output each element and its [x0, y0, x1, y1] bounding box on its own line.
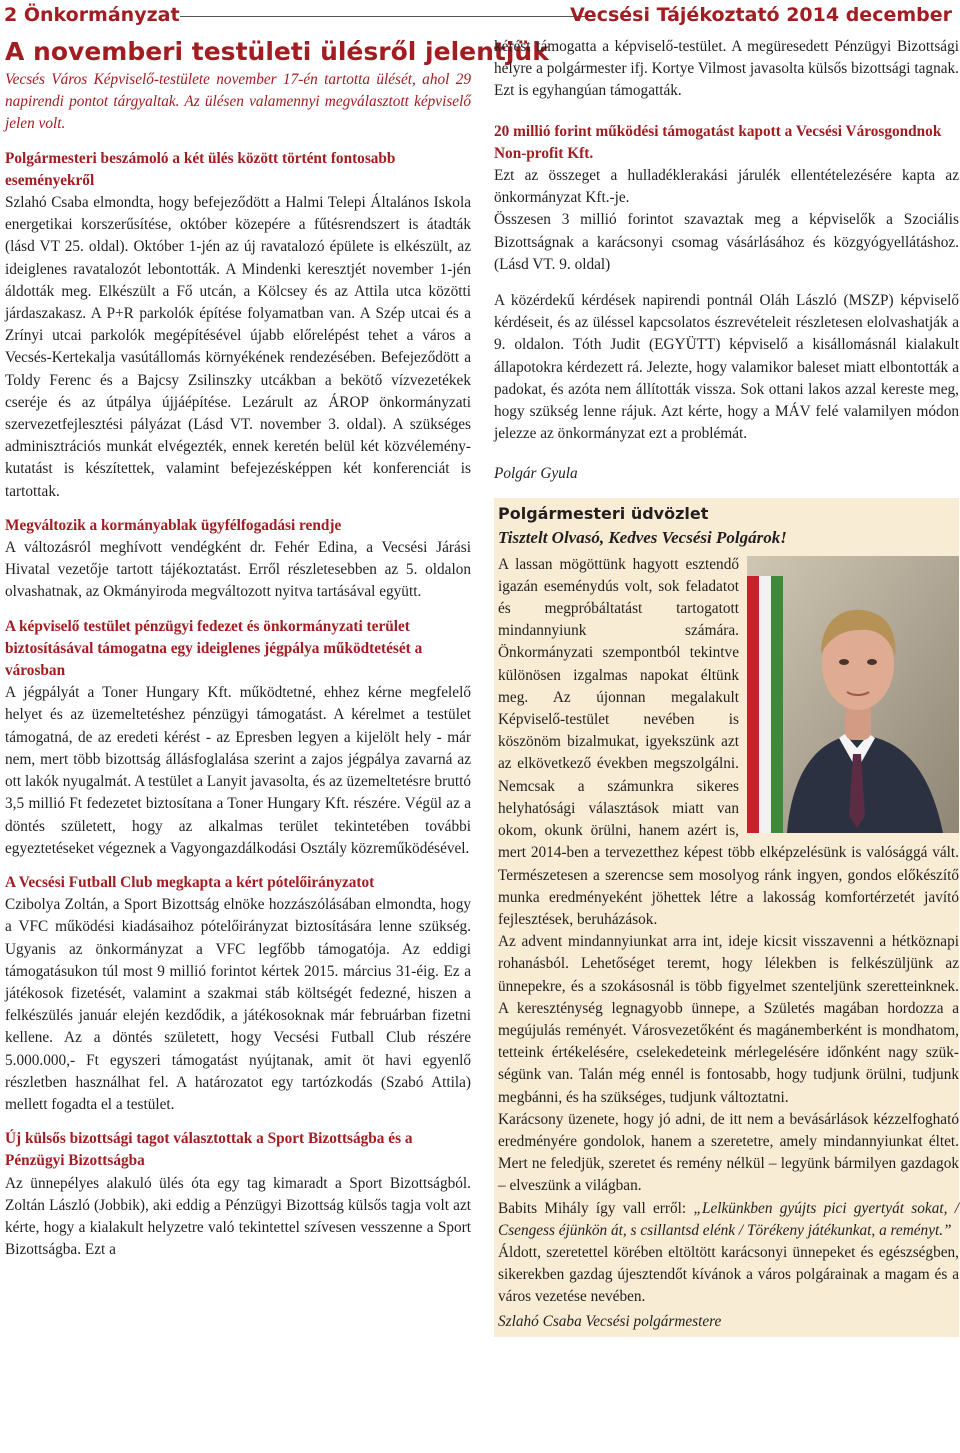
greeting-closing: Áldott, szeretettel körében eltöltött karácsonyi ünnepeket és egészségben, sikerekben gazdag újesztendőt kívánok a város polgárainak a magam és a város vezetése nevében. — [498, 1243, 959, 1306]
right-column — [494, 36, 959, 1337]
article-lead: Vecsés Város Képviselő-testülete november 17-én tartotta ülését, ahol 29 napirendi pontot tárgyaltak. Az ülésen valamennyi megválasztott képviselő jelen volt. — [5, 71, 471, 133]
page-section-label: 2 Önkormányzat — [4, 4, 180, 26]
section-body-ice-rink: A jégpályát a Toner Hungary Kft. működtetné, ehhez kérne megfelelő helyet és az üzemeltetéshez pénzügyi támogatást. A kérelmet a testület támogatná, de az eredeti kérést - az Epresben legyen a kijelölt hely - már nem, mert több bizottság állásfoglalása szerint a zajos jégpálya zavarná az ott lakók nyugalmát. A testület a Lanyit javasolta, és az üzemeltetésre bruttó 3,5 millió Ft fedezetet biztosítana a Toner Hungary Kft. részére. Végül az a döntés született, hogy az alkalmas terület tekintetében további egyeztetéseket végeznek a Vagyongazdálkodási Osztály közreműködésével. — [5, 684, 471, 857]
author-signature: Polgár Gyula — [494, 465, 578, 483]
mayor-greeting-box — [494, 498, 959, 1337]
header-rule — [180, 16, 590, 17]
greeting-quote: „Lelkünkben gyújts pici gyertyát sokat, / Csengess éjünkön át, s csillantsd elénk / Törékeny játékunkat, a reményt.” — [498, 1199, 959, 1239]
greeting-paragraph-2: Az advent mindannyiunkat arra int, ideje kicsit visszavenni a hétköznapi rohanásból. Lehetőséget teremt, hogy lélekben is felkészüljünk az ünnepekre, és a szokásosnál is több figyelmet szenteljünk szeretteinknek. A kereszténység legnagyobb ünnepe, a Születés magában hordozza a megújulás reményét. Városvezetőként és magánemberként is mondhatom, tetteink értékelésére, cselekedeteink mérlegelésére időnként nagy szükségünk van. Talán még ennél is fontosabb, hogy tudjunk örülni, tudjunk megbánni, és ha szükséges, tudjunk változtatni. — [498, 933, 959, 1106]
greeting-subtitle: Tisztelt Olvasó, Kedves Vecsési Polgárok! — [498, 527, 787, 547]
section-body-report: Szlahó Csaba elmondta, hogy befejeződött a Halmi Telepi Általános Iskola energetikai korszerűsítése, október közepére a fűtésrendszert is átadták (lásd VT 25. oldal). Október 1-jén az új ravatalozó épülete is elkészült, az ideiglenes ravatalozót lebontották. A Mindenki keresztjét november 1-jén áldották meg. Elkészült a Fő utcán, a Kölcsey és az Attila utca közötti járdaszakasz. A P+R parkolók építése folyamatban van. A Szép utcai és a Zrínyi utcai parkolók megépítésével újabb előrelépést tehet a város a Vecsés-Kertekalja vasútállomás környékének rendezésében. Befejeződött a Toldy Ferenc és a Bajcsy Zsilinszky utcákban a bekötő vízvezetékek cseréje és az útpálya újjáépítése. Lezárult az ÁROP önkormányzati szervezetfejlesztési pályázat (Lásd VT. november 3. oldal). A szükséges adminisztrációs munkát elvégezték, ennek keretén belül két közvélemény-kutatást is készítettek, valamint befejezésképpen két konferenciát is tartottak. — [5, 194, 471, 500]
section-heading-football-club: A Vecsési Futball Club megkapta a kért pótelőirányzatot — [5, 873, 375, 891]
section-body-funding-1: Ezt az összeget a hulladéklerakási járulék ellentételezésére kapta az önkormányzat Kft.-je. — [494, 167, 959, 207]
section-heading-ice-rink: A képviselő testület pénzügyi fedezet és önkormányzati terület biztosításával támogatna egy ideiglenes jégpálya működtetését a városban — [5, 617, 423, 680]
section-body-football-club: Czibolya Zoltán, a Sport Bizottság elnöke hozzászólásában elmondta, hogy a VFC működési kiadásaihoz pótelőirányzat biztosítására lenne szükség. Ugyanis az önkormányzat a VFC legfőbb támogatója. Az eddigi támogatásukon túl most 9 millió forintot kértek 2015. március 31-éig. Ez a játékosok fizetését, valamint a szakmai stáb költségét fedezné, hiszen a felkészülés január elején kezdődik, a játékosoknak már februárban fizetni kellene. Az a döntés született, hogy Vecsési Futball Club részére 5.000.000,- Ft egyszeri támogatást nyújtanak, amit öt havi egyenlő részletben használhat fel. A határozatot egy tartózkodás (Szabó Attila) mellett fogadta el a testület. — [5, 896, 471, 1113]
section-body-public-questions: A közérdekű kérdések napirendi pontnál Oláh László (MSZP) képviselő kérdéseit, és az üléssel kapcsolatos észrevételeit részletesen elolvashatják a 9. oldalon. Tóth Judit (EGYÜTT) képviselő a kisállomásnál kialakult állapotokra kérdezett rá. Jelezte, hogy valamikor baleset miatt elbontották a padokat, és azóta nem állították vissza. Sok ottani lakos azzal kereste meg, hogy szükség lenne rájuk. Azt kérte, hogy a MÁV felé valamilyen módon jelezze az önkormányzat ezt a problémát. — [494, 292, 959, 443]
greeting-quote-intro: Babits Mihály így vall erről: — [498, 1199, 694, 1217]
section-heading-report: Polgármesteri beszámoló a két ülés között történt fontosabb eseményekről — [5, 149, 396, 189]
section-heading-committee: Új külsős bizottsági tagot választottak a Sport Bizottságba és a Pénzügyi Bizottságba — [5, 1130, 413, 1170]
section-body-funding-2: Összesen 3 millió forintot szavaztak meg a képviselők a Szociális Bizottságnak a karácsonyi csomag vásárlásához és közgyógyellátáshoz. (Lásd VT. 9. oldal) — [494, 211, 959, 273]
greeting-paragraph-3: Karácsony üzenete, hogy jó adni, de itt nem a bevásárlások kézzelfogható eredményére gondolok, hanem a szeretetre, amely mindannyiunkat éltet. Mert ne feledjük, szeretet és remény nélkül – legyünk bármilyen gazdagok – elveszünk a világban. — [498, 1110, 959, 1195]
section-body-committee: Az ünnepélyes alakuló ülés óta egy tag kimaradt a Sport Bizottságból. Zoltán László (Jobbik), aki eddig a Pénzügyi Bizottság külsős tagja volt azt kérte, hogy a kialakult helyzetre való tekintettel szívesen vesszenne a Sport Bizottságba. Ezt a — [5, 1174, 471, 1259]
section-heading-funding: 20 millió forint működési támogatást kapott a Vecsési Városgondnok Non-profit Kft. — [494, 122, 942, 162]
page-header — [4, 4, 952, 30]
article-title: A novemberi testületi ülésről jelentjük — [5, 37, 549, 66]
greeting-paragraph-1: A lassan mögöttünk hagyott esztendő igazán eseménydús volt, sok feladatot és megpróbáltatást tartogatott mindannyiunk számára. Önkormányzati szempontból tekintve különösen izgalmas napokat éltünk meg. Az újonnan megalakult Képviselő-testület nevében is köszönöm bizalmukat, igyekszünk azt az elkövetkező években megszolgálni. Nemcsak a számunkra sikeres helyhatósági választások miatt van okom, okunk örülni, hanem azért is, mert 2014-ben a tervezetthez képest több elképzelésünk is valósággá vált. Természetesen a szerencse sem mosolyog ránk ingyen, gondos előkészítő munka eredményeként jöhettek létre a lakosság komfortérzetét javító fejlesztések, beruházások. — [498, 555, 959, 928]
mayor-portrait-image — [747, 556, 959, 833]
section-body-committee-cont: kérést támogatta a képviselő-testület. A megüresedett Pénzügyi Bizottsági helyre a polgármester ifj. Kortye Vilmost javasolta külsős bizottsági tagnak. Ezt is egyhangúan támogatták. — [494, 38, 959, 100]
section-heading-government-window: Megváltozik a kormányablak ügyfélfogadási rendje — [5, 516, 342, 534]
publication-title: Vecsési Tájékoztató 2014 december — [570, 4, 952, 26]
greeting-title: Polgármesteri üdvözlet — [498, 503, 709, 523]
greeting-paragraph-4 — [498, 1198, 959, 1242]
section-body-government-window: A változásról meghívott vendégként dr. Fehér Edina, a Vecsési Járási Hivatal vezetője tartott tájékoztatást. Erről részletesebben az 5. oldalon olvashatnak, az Okmányiroda megváltozott nyitva tartásával együtt. — [5, 539, 471, 601]
greeting-signature: Szlahó Csaba Vecsési polgármestere — [498, 1312, 722, 1330]
